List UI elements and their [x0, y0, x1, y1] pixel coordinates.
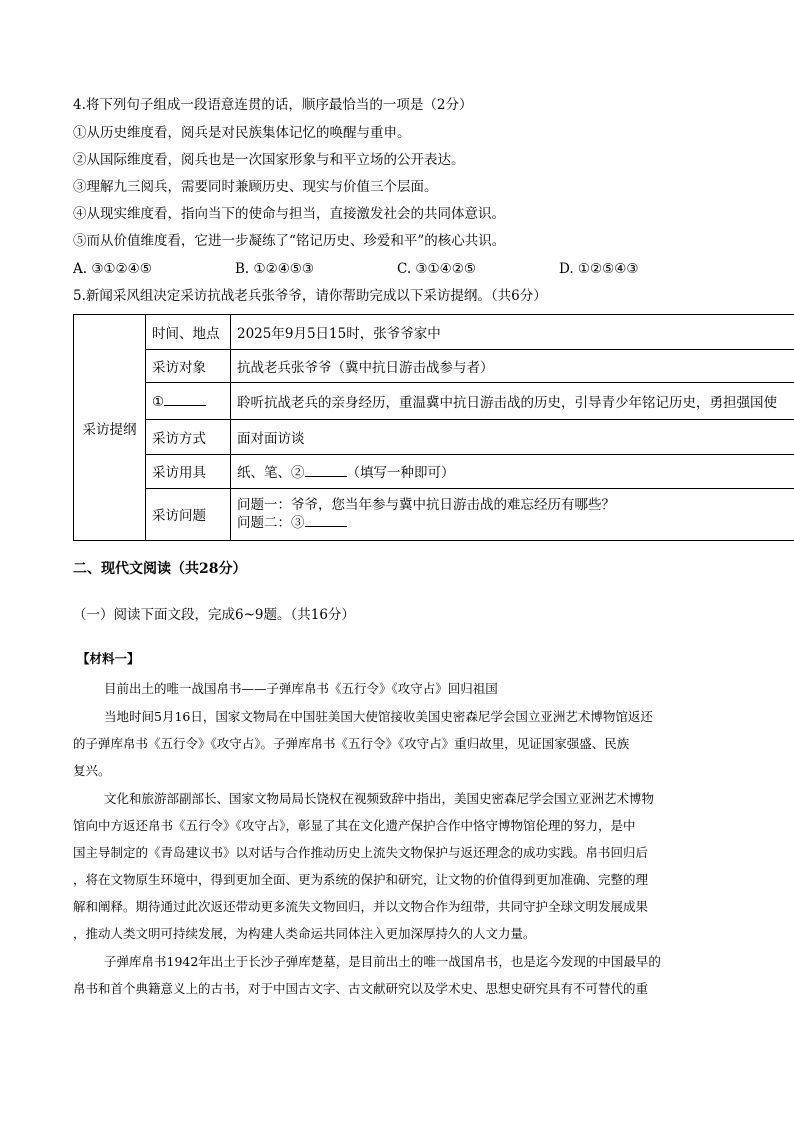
q4-sentence-2: ②从国际维度看，阅兵也是一次国家形象与和平立场的公开表达。	[73, 152, 465, 168]
q4-sentence-4: ④从现实维度看，指向当下的使命与担当，直接激发社会的共同体意识。	[73, 206, 505, 222]
row-value-time-place: 2025年9月5日15时，张爷爷家中	[231, 315, 794, 350]
q4-option-d: D. ①②⑤④③	[559, 261, 639, 277]
row-key-time-place: 时间、地点	[146, 315, 231, 350]
article-headline: 目前出土的唯一战国帛书——子弹库帛书《五行令》《攻守占》回归祖国	[104, 681, 498, 696]
tools-hint: （填写一种即可）	[346, 465, 455, 482]
q4-stem: 4.将下列句子组成一段语意连贯的话，顺序最恰当的一项是（2分）	[73, 97, 473, 113]
section-title: 二、现代文阅读（共28分）	[73, 561, 247, 577]
row-key-blank-1	[146, 383, 231, 420]
article-line: 帛书和首个典籍意义上的古书，对于中国古文字、古文献研究以及学术史、思想史研究具有不可替代的重	[73, 981, 649, 996]
article-line: ，推动人类文明可持续发展，为构建人类命运共同体注入更加深厚持久的人文力量。	[73, 926, 536, 941]
q4-option-a: A. ③①②④⑤	[73, 261, 152, 277]
tools-text: 纸、笔、②	[237, 465, 305, 482]
row-value-questions	[231, 488, 794, 540]
row-key-questions: 采访问题	[146, 488, 231, 540]
blank-1-label: ①	[152, 393, 165, 410]
article-line: 馆向中方返还帛书《五行令》《攻守占》，彰显了其在文化遗产保护合作中恪守博物馆伦理的努力，是中	[73, 818, 636, 833]
article-line: ，将在文物原生环境中，得到更加全面、更为系统的保护和研究，让文物的价值得到更加准确、完整的理	[73, 872, 649, 887]
blank-2-line[interactable]	[305, 464, 347, 477]
question-two-wrap	[237, 514, 794, 532]
article-line: 复兴。	[73, 763, 111, 778]
row-value-method: 面对面访谈	[231, 420, 794, 454]
q4-option-b: B. ①②④⑤③	[235, 261, 315, 277]
row-key-method: 采访方式	[146, 420, 231, 454]
article-line: 当地时间5月16日，国家文物局在中国驻美国大使馆接收美国史密森尼学会国立亚洲艺术博物馆返还	[104, 709, 653, 724]
row-key-subject: 采访对象	[146, 350, 231, 383]
q4-sentence-5: ⑤而从价值维度看，它进一步凝练了“铭记历史、珍爱和平”的核心共识。	[73, 233, 506, 249]
outline-label: 采访提纲	[74, 315, 146, 541]
question-two: 问题二：③	[237, 514, 305, 531]
q5-stem: 5.新闻采风组决定采访抗战老兵张爷爷，请你帮助完成以下采访提纲。（共6分）	[73, 288, 547, 304]
section-subtitle: （一）阅读下面文段，完成6~9题。（共16分）	[73, 607, 355, 623]
material-label: 【材料一】	[77, 651, 140, 666]
row-value-purpose: 聆听抗战老兵的亲身经历，重温冀中抗日游击战的历史，引导青少年铭记历史，勇担强国使	[231, 383, 794, 420]
question-one: 问题一：爷爷，您当年参与冀中抗日游击战的难忘经历有哪些？	[237, 496, 615, 513]
blank-1-line[interactable]	[164, 393, 206, 406]
row-key-tools: 采访用具	[146, 454, 231, 488]
article-line: 的子弹库帛书《五行令》《攻守占》。子弹库帛书《五行令》《攻守占》重归故里，见证国家强盛、民族	[73, 736, 630, 751]
q4-option-c: C. ③①④②⑤	[397, 261, 476, 277]
article-line: 国主导制定的《青岛建议书》以对话与合作推动历史上流失文物保护与返还理念的成功实践。帛书回归后	[73, 845, 649, 860]
q4-sentence-1: ①从历史维度看，阅兵是对民族集体记忆的唤醒与重申。	[73, 125, 411, 141]
row-value-tools	[231, 454, 794, 488]
interview-outline-table	[73, 314, 794, 541]
blank-3-line[interactable]	[305, 514, 347, 527]
article-line: 子弹库帛书1942年出土于长沙子弹库楚墓，是目前出土的唯一战国帛书，也是迄今发现的中国最早的	[104, 954, 661, 969]
q4-sentence-3: ③理解九三阅兵，需要同时兼顾历史、现实与价值三个层面。	[73, 179, 438, 195]
article-line: 文化和旅游部副部长、国家文物局局长饶权在视频致辞中指出，美国史密森尼学会国立亚洲艺术博物	[104, 791, 655, 806]
row-value-subject: 抗战老兵张爷爷（冀中抗日游击战参与者）	[231, 350, 794, 383]
article-line: 解和阐释。期待通过此次返还带动更多流失文物回归，并以文物合作为纽带，共同守护全球文明发展成果	[73, 899, 649, 914]
